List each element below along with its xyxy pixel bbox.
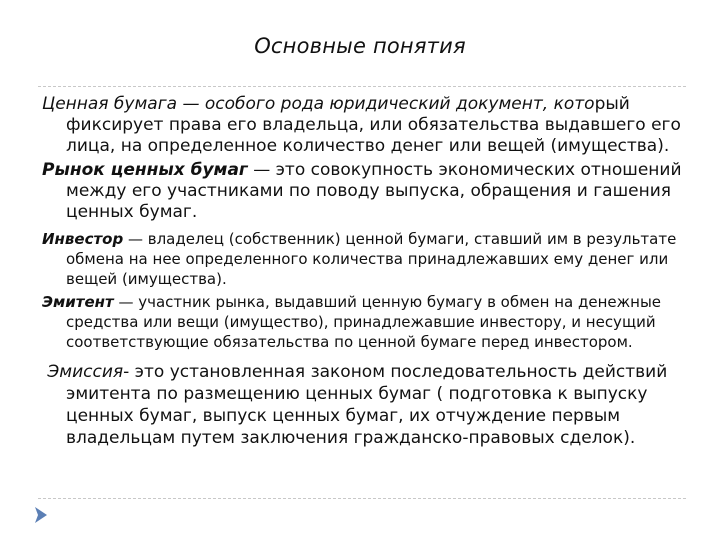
definition-emission-text: - это установленная законом последовательность действий эмитента по размещению ценных бумаг ( подготовка к выпуску ценных бумаг, выпуск ценных бумаг, их отчуждение первым владельцам путем заключения гражданско-правовых сделок). bbox=[66, 362, 668, 448]
definition-investor bbox=[42, 229, 682, 289]
term-investor: Инвестор bbox=[42, 230, 124, 248]
definition-securities-market-text: — это совокупность экономических отношений между его участниками по поводу выпуска, обращения и гашения ценных бумаг. bbox=[66, 160, 682, 222]
definition-security-italic: особого рода юридический документ, кото bbox=[204, 94, 595, 114]
term-security: Ценная бумага bbox=[42, 94, 178, 114]
term-securities-market: Рынок ценных бумаг bbox=[42, 160, 248, 180]
definition-emission bbox=[42, 361, 682, 449]
definition-securities-market bbox=[42, 160, 682, 223]
definition-security bbox=[42, 94, 682, 157]
slide-title: Основные понятия bbox=[254, 34, 466, 58]
definition-security-text: рый фиксирует права его владельца, или обязательства выдавшего его лица, на определенное количество денег или вещей (имущества). bbox=[66, 94, 681, 156]
top-divider bbox=[38, 86, 686, 87]
definition-issuer-text: — участник рынка, выдавший ценную бумагу в обмен на денежные средства или вещи (имущество), принадлежавшие инвестору, и несущий соответствующие обязательства по ценной бумаге перед инвестором. bbox=[66, 293, 662, 351]
definition-security-dash: — bbox=[177, 94, 205, 114]
triangle-arrow-icon bbox=[34, 506, 48, 524]
term-issuer: Эмитент bbox=[42, 293, 114, 311]
definition-investor-text: — владелец (собственник) ценной бумаги, ставший им в результате обмена на нее определенного количества принадлежавших ему денег или вещей (имущества). bbox=[66, 230, 677, 288]
definitions-list bbox=[42, 94, 682, 449]
term-emission: Эмиссия bbox=[47, 362, 124, 382]
definition-issuer bbox=[42, 292, 682, 352]
bottom-divider bbox=[38, 498, 686, 499]
